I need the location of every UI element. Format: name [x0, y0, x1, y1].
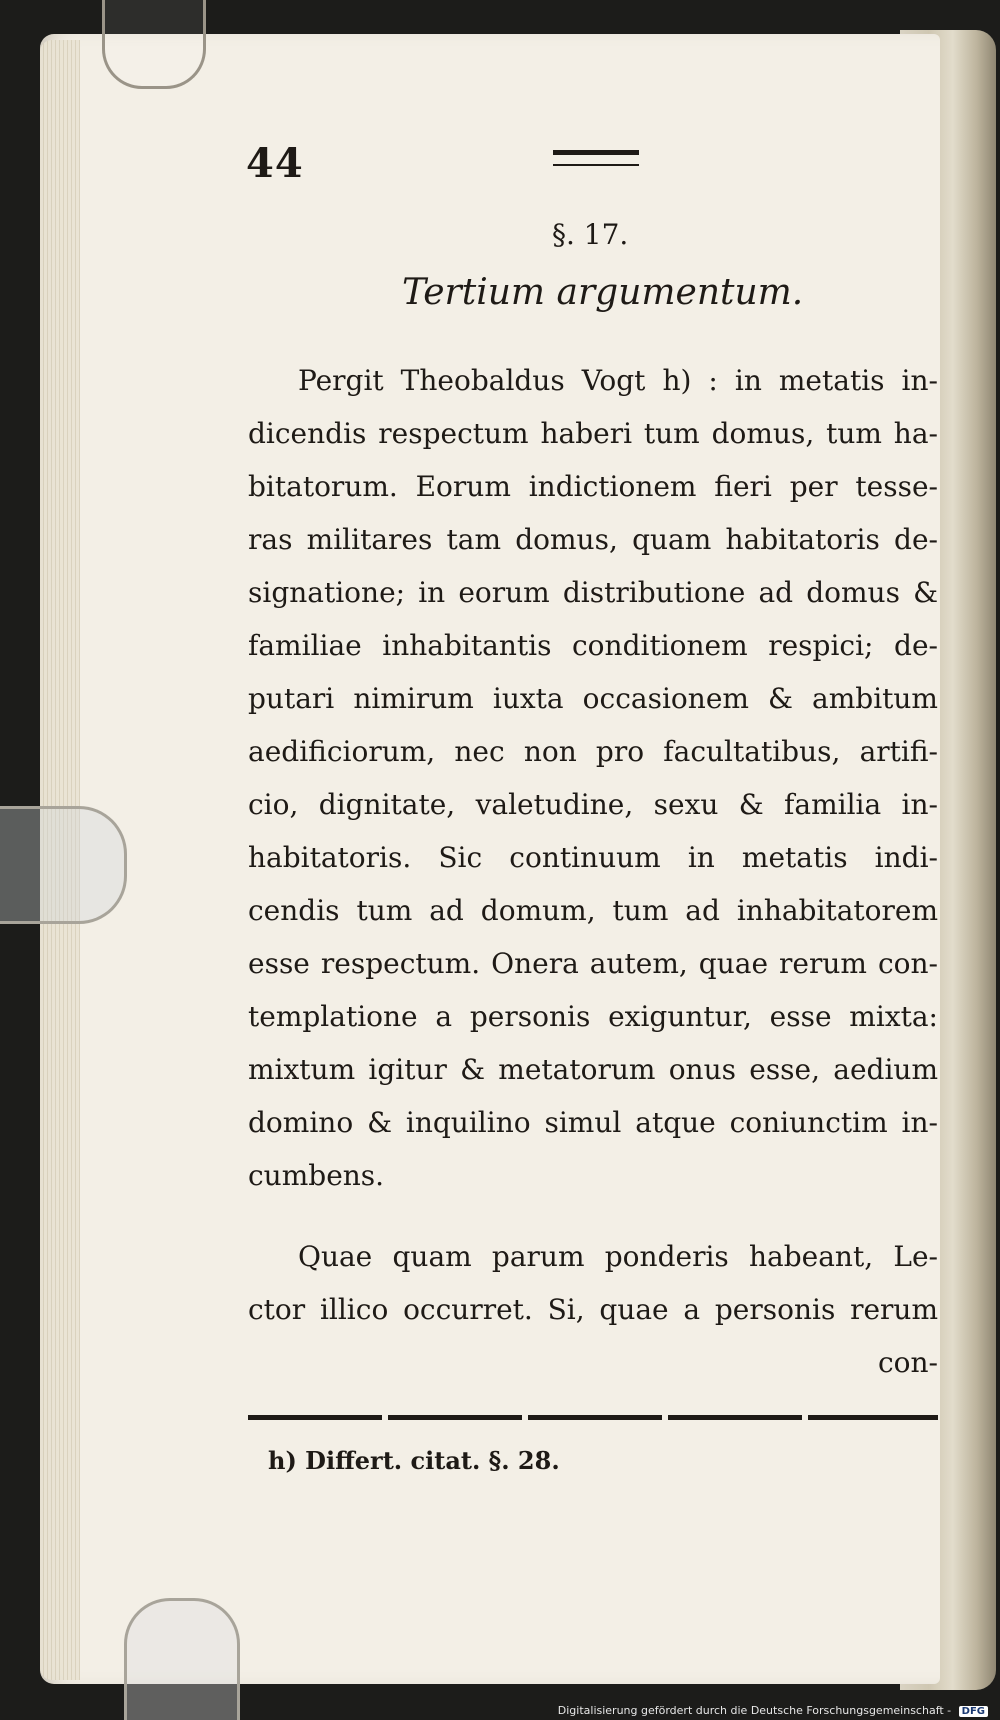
- text-line: dicendis respectum haberi tum domus, tum ha-: [248, 417, 938, 450]
- clip-bottom: [124, 1598, 240, 1720]
- footnote-rule: [248, 1415, 938, 1420]
- credit-text: Digitalisierung gefördert durch die Deutsche Forschungsgemeinschaft -: [557, 1704, 952, 1717]
- section-title: Tertium argumentum.: [402, 272, 804, 313]
- digitization-credit: [558, 1704, 988, 1717]
- page-number: 44: [246, 140, 304, 187]
- footnote: h) Differt. citat. §. 28.: [268, 1446, 560, 1475]
- text-line: Pergit Theobaldus Vogt h) : in metatis in-: [298, 364, 938, 397]
- catchword: con-: [877, 1346, 938, 1379]
- paragraph-gap: [248, 1202, 938, 1230]
- text-line: signatione; in eorum distributione ad domus &: [248, 576, 938, 609]
- text-line: domino & inquilino simul atque coniunctim in-: [248, 1106, 938, 1139]
- text-line: bitatorum. Eorum indictionem fieri per tesse-: [248, 470, 938, 503]
- text-line: habitatoris. Sic continuum in metatis indi-: [248, 841, 938, 874]
- clip-middle: [0, 806, 127, 924]
- dfg-logo: DFG: [959, 1706, 988, 1717]
- text-line: cendis tum ad domum, tum ad inhabitatorem: [248, 894, 938, 927]
- text-line: cio, dignitate, valetudine, sexu & familia in-: [248, 788, 938, 821]
- text-line: familiae inhabitantis conditionem respici; de-: [248, 629, 938, 662]
- text-line: templatione a personis exiguntur, esse mixta:: [248, 1000, 938, 1033]
- section-number: §. 17.: [552, 218, 629, 251]
- text-line: cumbens.: [248, 1159, 385, 1192]
- text-line: Quae quam parum ponderis habeant, Le-: [298, 1240, 938, 1273]
- text-line: putari nimirum iuxta occasionem & ambitum: [248, 682, 938, 715]
- text-line: aedificiorum, nec non pro facultatibus, artifi-: [248, 735, 938, 768]
- text-line: ras militares tam domus, quam habitatoris de-: [248, 523, 938, 556]
- clip-top: [102, 0, 206, 89]
- text-line: mixtum igitur & metatorum onus esse, aedium: [248, 1053, 938, 1086]
- body-text: [248, 354, 938, 1389]
- header-rule: [553, 150, 639, 166]
- text-line: ctor illico occurret. Si, quae a personis rerum: [248, 1293, 938, 1326]
- text-line: esse respectum. Onera autem, quae rerum con-: [248, 947, 938, 980]
